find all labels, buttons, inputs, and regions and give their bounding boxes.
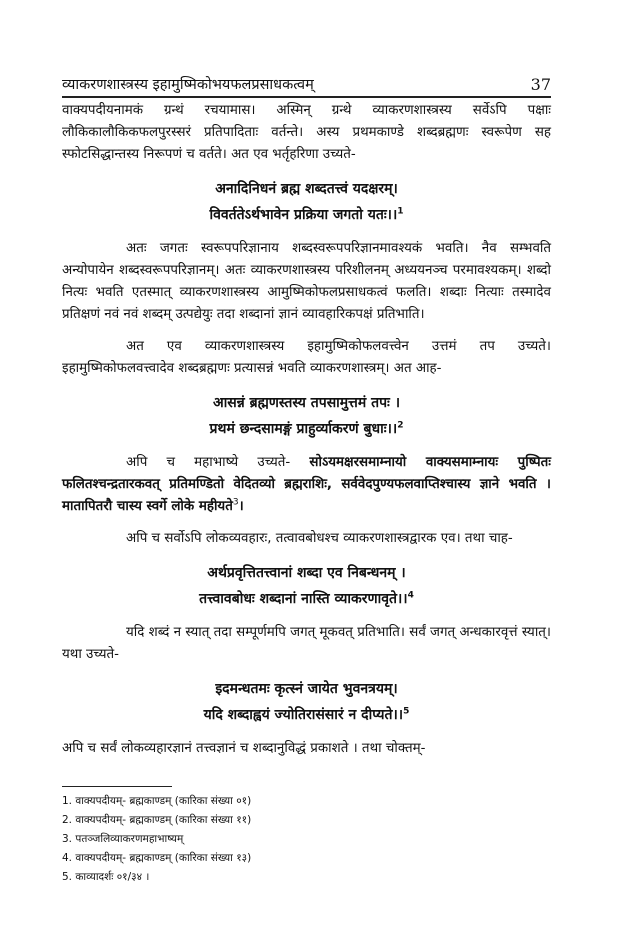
footnote-4: 4. वाक्यपदीयम्- ब्रह्मकाण्डम् (कारिका संख्या १३) (62, 852, 252, 864)
verse-4-line-1: इदमन्धतमः कृत्स्नं जायेत भुवनत्रयम्। (215, 681, 398, 697)
verse-1-line-2-text: विवर्ततेऽर्थभावेन प्रक्रिया जगतो यतः।। (209, 207, 398, 223)
footnote-ref-4: 4 (407, 590, 414, 601)
paragraph-4-lead: अपि च महाभाष्ये उच्यते- (126, 455, 310, 470)
footnote-ref-5: 5 (403, 706, 410, 717)
paragraph-3: अत एव व्याकरणशास्त्रस्य इहामुष्मिकोफलवत्त्वेन उत्तमं तप उच्यते। इहामुष्मिकोफलवत्त्वादेव शब्दब्रह्मणः प्रत्यासन्नं भवति व्याकरणशास्त्रम्। अत आह- (62, 339, 551, 376)
paragraph-1: वाक्यपदीयनामकं ग्रन्थं रचयामास। अस्मिन् ग्रन्थे व्याकरणशास्त्रस्य सर्वेऽपि पक्षाः लौकिकालौकिकफलपुरस्सरं प्रतिपादिताः वर्तन्ते। अस्य प्रथमकाण्डे शब्दब्रह्मणः स्वरूपेण सह स्फोटसिद्धान्तस्य निरूपणं च वर्तते। अत एव भर्तृहरिणा उच्यते- (62, 103, 551, 162)
verse-3-line-2 (62, 586, 551, 612)
footnote-ref-2: 2 (397, 420, 404, 431)
verse-2-line-2 (62, 416, 551, 442)
paragraph-2: अतः जगतः स्वरूपपरिज्ञानाय शब्दस्वरूपपरिज्ञानमावश्यकं भवति। नैव सम्भवति अन्योपायेन शब्दस्वरूपपरिज्ञानम्। अतः व्याकरणशास्त्रस्य परिशीलनम् अध्ययनञ्च परमावश्यकम्। शब्दो नित्यः भवति एतस्मात् व्याकरणशास्त्रस्य आमुष्मिकोफलप्रसाधकत्वं फलति। शब्दाः नित्याः तस्मादेव प्रतिक्षणं नवं नवं शब्दम् उत्पद्येयुः तदा शब्दानां ज्ञानं व्यावहारिकपक्षं प्रतिभाति। (62, 241, 551, 322)
verse-3-line-2-text: तत्त्वावबोधः शब्दानां नास्ति व्याकरणावृते।। (199, 591, 408, 607)
header-rule (62, 96, 551, 98)
paragraph-6: यदि शब्दं न स्यात् तदा सम्पूर्णमपि जगत् मूकवत् प्रतिभाति। सर्वं जगत् अन्धकारवृत्तं स्यात्। यथा उच्यते- (62, 625, 551, 662)
paragraph-4-end: । (238, 499, 244, 514)
verse-3 (62, 560, 551, 612)
footnote-2: 2. वाक्यपदीयम्- ब्रह्मकाण्डम् (कारिका संख्या ११) (62, 814, 252, 826)
footnote-1: 1. वाक्यपदीयम्- ब्रह्मकाण्डम् (कारिका संख्या ०१) (62, 795, 252, 807)
verse-1-line-2 (62, 202, 551, 228)
footnote-5: 5. काव्यादर्शः ०१/३४ । (62, 871, 150, 883)
verse-1-line-1: अनादिनिधनं ब्रह्म शब्दतत्त्वं यदक्षरम्। (215, 181, 398, 197)
footnotes (62, 792, 251, 887)
paragraph-5: अपि च सर्वोऽपि लोकव्यवहारः, तत्वावबोधश्च व्याकरणशास्त्रद्वारक एव। तथा चाह- (126, 531, 513, 546)
verse-2-line-2-text: प्रथमं छन्दसामङ्गं प्राहुर्व्याकरणं बुधाः।। (209, 421, 398, 437)
footnote-3: 3. पतञ्जलिव्याकरणमहाभाष्यम् (62, 833, 184, 845)
page-number: 37 (530, 75, 551, 94)
paragraph-4 (62, 452, 551, 518)
footnote-rule (62, 786, 172, 787)
verse-3-line-1: अर्थप्रवृत्तितत्त्वानां शब्दा एव निबन्धनम् । (207, 565, 406, 581)
footnote-ref-3: 3 (232, 497, 239, 508)
verse-4-line-2 (62, 702, 551, 728)
running-header (62, 68, 551, 94)
verse-4 (62, 676, 551, 728)
running-title: व्याकरणशास्त्रस्य इहामुष्मिकोभयफलप्रसाधकत्वम् (62, 77, 314, 93)
paragraph-7: अपि च सर्वं लोकव्यहारज्ञानं तत्त्वज्ञानं च शब्दानुविद्धं प्रकाशते । तथा चोक्तम्- (62, 741, 426, 756)
footnote-ref-1: 1 (397, 206, 404, 217)
page-body (62, 100, 551, 770)
verse-2 (62, 390, 551, 442)
verse-4-line-2-text: यदि शब्दाह्वयं ज्योतिरासंसारं न दीप्यते।। (203, 707, 404, 723)
mahabhashya-quote: सोऽयमक्षरसमाम्नायो वाक्यसमाम्नायः पुष्पितः फलितश्चन्द्रतारकवत् प्रतिमण्डितो वेदितव्यो ब्रह्मराशिः, सर्ववेदपुण्यफलवाप्तिश्चास्य ज्ञाने भवति । मातापितरौ चास्य स्वर्गे लोके महीयते (62, 455, 551, 514)
verse-2-line-1: आसन्नं ब्रह्मणस्तस्य तपसामुत्तमं तपः । (212, 395, 401, 411)
verse-1 (62, 176, 551, 228)
